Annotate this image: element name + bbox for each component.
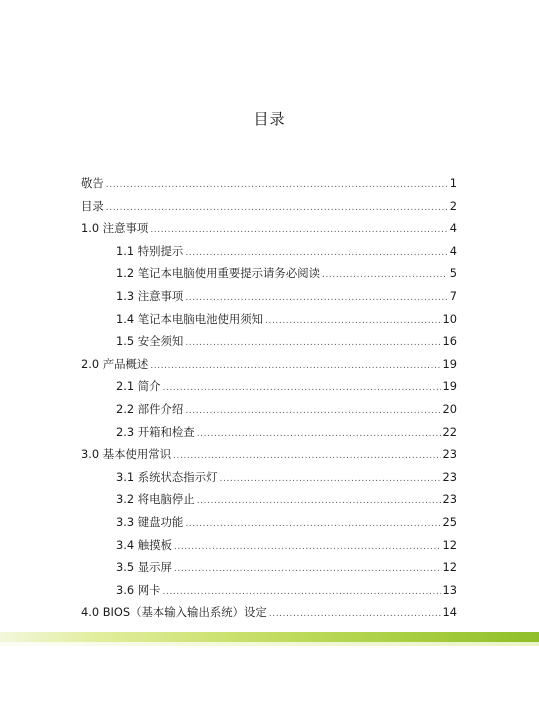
- toc-entry[interactable]: [81, 285, 457, 308]
- toc-entry[interactable]: [81, 534, 457, 557]
- toc-entry[interactable]: [81, 172, 457, 195]
- toc-dot-leader: [185, 287, 447, 310]
- toc-page-number: 19: [442, 379, 457, 394]
- toc-entry[interactable]: [81, 353, 457, 376]
- toc-entry[interactable]: [81, 240, 457, 263]
- toc-dot-leader: [150, 355, 440, 378]
- toc-entry-label: 1.0 注意事项: [81, 221, 149, 236]
- footer-band-glow: [0, 642, 539, 646]
- toc-entry[interactable]: [81, 217, 457, 240]
- toc-dot-leader: [106, 174, 447, 197]
- toc-entry-label: 目录: [81, 198, 104, 213]
- toc-entry-label: 1.3 注意事项: [116, 288, 184, 303]
- toc-page-number: 7: [449, 288, 457, 303]
- toc-entry[interactable]: [81, 511, 457, 534]
- toc-dot-leader: [322, 264, 447, 287]
- toc-page-number: 23: [442, 469, 457, 484]
- toc-entry-label: 4.0 BIOS（基本输入输出系统）设定: [81, 605, 267, 620]
- toc-dot-leader: [174, 536, 441, 559]
- toc-dot-leader: [150, 219, 447, 242]
- toc-entry-label: 3.5 显示屏: [116, 560, 172, 575]
- toc-dot-leader: [163, 581, 441, 604]
- toc-page-number: 23: [442, 492, 457, 507]
- toc-page-number: 12: [442, 537, 457, 552]
- toc-page-number: 23: [442, 447, 457, 462]
- toc-entry-label: 2.0 产品概述: [81, 356, 149, 371]
- toc-entry[interactable]: [81, 308, 457, 331]
- toc-entry[interactable]: [81, 488, 457, 511]
- toc-dot-leader: [163, 377, 441, 400]
- toc-entry[interactable]: [81, 330, 457, 353]
- toc-entry[interactable]: [81, 556, 457, 579]
- toc-entry-label: 3.0 基本使用常识: [81, 447, 172, 462]
- toc-entry[interactable]: [81, 466, 457, 489]
- toc-entry-label: 2.3 开箱和检查: [116, 424, 195, 439]
- toc-entry[interactable]: [81, 579, 457, 602]
- toc-dot-leader: [219, 468, 440, 491]
- page-title: 目录: [253, 110, 286, 128]
- toc-entry-label: 3.2 将电脑停止: [116, 492, 195, 507]
- toc-entry-label: 1.2 笔记本电脑使用重要提示请务必阅读: [116, 266, 320, 281]
- toc-entry-label: 3.3 键盘功能: [116, 514, 184, 529]
- toc-page-number: 16: [442, 334, 457, 349]
- toc-entry-label: 3.6 网卡: [116, 582, 161, 597]
- toc-page-number: 19: [442, 356, 457, 371]
- toc-entry[interactable]: [81, 195, 457, 218]
- toc-entry-label: 2.2 部件介绍: [116, 401, 184, 416]
- toc-entry-label: 1.5 安全须知: [116, 334, 184, 349]
- toc-dot-leader: [197, 423, 441, 446]
- toc-page-number: 13: [442, 582, 457, 597]
- toc-page-number: 25: [442, 514, 457, 529]
- toc-entry[interactable]: [81, 443, 457, 466]
- toc-dot-leader: [173, 445, 440, 468]
- table-of-contents: [81, 172, 457, 624]
- toc-dot-leader: [197, 490, 441, 513]
- toc-page-number: 5: [449, 266, 457, 281]
- toc-entry[interactable]: [81, 375, 457, 398]
- toc-dot-leader: [185, 332, 440, 355]
- toc-entry-label: 敬告: [81, 176, 104, 190]
- toc-entry-label: 2.1 简介: [116, 379, 161, 394]
- toc-dot-leader: [269, 603, 441, 626]
- footer-green-band: [0, 632, 539, 642]
- toc-entry[interactable]: [81, 262, 457, 285]
- toc-dot-leader: [185, 242, 447, 265]
- toc-entry-label: 1.4 笔记本电脑电池使用须知: [116, 311, 264, 326]
- toc-dot-leader: [265, 310, 440, 333]
- toc-entry[interactable]: [81, 601, 457, 624]
- toc-page-number: 10: [442, 311, 457, 326]
- toc-page-number: 4: [449, 243, 457, 258]
- toc-entry-label: 1.1 特别提示: [116, 243, 184, 258]
- toc-entry[interactable]: [81, 421, 457, 444]
- toc-page-number: 12: [442, 560, 457, 575]
- toc-page-number: 1: [449, 176, 457, 190]
- toc-entry[interactable]: [81, 398, 457, 421]
- toc-page-number: 14: [442, 605, 457, 620]
- toc-page-number: 2: [449, 198, 457, 213]
- toc-page-number: 4: [449, 221, 457, 236]
- toc-dot-leader: [185, 513, 440, 536]
- toc-dot-leader: [174, 558, 441, 581]
- toc-dot-leader: [106, 197, 447, 220]
- toc-page-number: 22: [442, 424, 457, 439]
- toc-entry-label: 3.4 触摸板: [116, 537, 172, 552]
- toc-dot-leader: [185, 400, 440, 423]
- toc-entry-label: 3.1 系统状态指示灯: [116, 469, 218, 484]
- toc-page-number: 20: [442, 401, 457, 416]
